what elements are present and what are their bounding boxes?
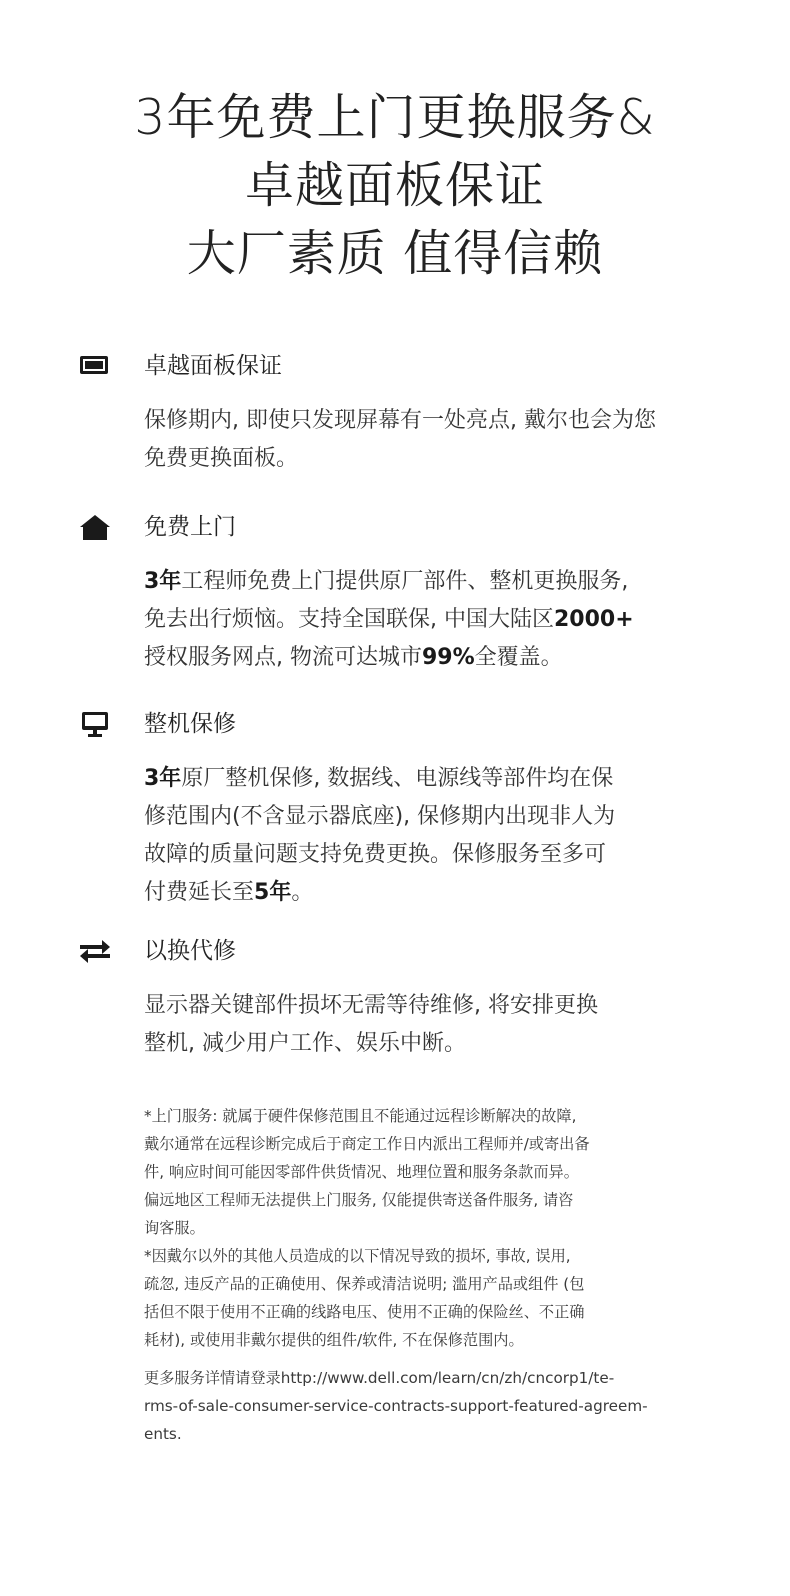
highlight-3-years: 3年 (144, 569, 182, 594)
feature-full-warranty (78, 706, 698, 912)
feature-line: 免费更换面板。 (144, 446, 299, 471)
feature-header (78, 348, 698, 384)
feature-line (144, 639, 698, 677)
feature-line (144, 563, 698, 601)
note-line: 件, 响应时间可能因零部件供货情况、地理位置和服务条款而异。 (144, 1163, 579, 1181)
feature-header (78, 706, 698, 742)
feature-replace-instead-of-repair (78, 933, 698, 1063)
feature-line-text: 。 (291, 880, 314, 905)
feature-title: 以换代修 (144, 938, 236, 964)
feature-line-text: 原厂整机保修, 数据线、电源线等部件均在保 (181, 766, 614, 791)
note-line: 偏远地区工程师无法提供上门服务, 仅能提供寄送备件服务, 请咨 (144, 1191, 574, 1209)
monitor-panel-icon (78, 352, 112, 380)
feature-panel-guarantee (78, 348, 698, 478)
feature-line-text: 付费延长至 (144, 880, 255, 905)
feature-description (144, 402, 698, 478)
note-line: 括但不限于使用不正确的线路电压、使用不正确的保险丝、不正确 (144, 1303, 585, 1321)
feature-line (144, 760, 698, 798)
hero-heading (0, 84, 790, 288)
highlight-2000-plus: 2000+ (554, 607, 634, 632)
feature-header (78, 933, 698, 969)
feature-line (144, 874, 698, 912)
feature-line-text: 授权服务网点, 物流可达城市 (144, 645, 422, 670)
feature-line: 修范围内(不含显示器底座), 保修期内出现非人为 (144, 804, 616, 829)
feature-header (78, 509, 698, 545)
feature-line-text: 免去出行烦恼。支持全国联保, 中国大陆区 (144, 607, 554, 632)
highlight-5-years: 5年 (254, 880, 292, 905)
feature-onsite-service (78, 509, 698, 677)
footnotes (144, 1102, 684, 1448)
exchange-arrows-icon (78, 937, 112, 965)
note-line: *因戴尔以外的其他人员造成的以下情况导致的损坏, 事故, 误用, (144, 1247, 571, 1265)
hero-title-line-1: 3年免费上门更换服务& (134, 89, 656, 146)
exclusions-note (144, 1242, 684, 1354)
feature-title: 整机保修 (144, 711, 236, 737)
feature-line-text: 全覆盖。 (474, 645, 563, 670)
highlight-3-years: 3年 (144, 766, 182, 791)
feature-description (144, 563, 698, 677)
note-line: rms-of-sale-consumer-service-contracts-support-featured-agreem- (144, 1397, 648, 1415)
feature-line: 故障的质量问题支持免费更换。保修服务至多可 (144, 842, 607, 867)
feature-title: 卓越面板保证 (144, 353, 282, 379)
note-line: 更多服务详情请登录http://www.dell.com/learn/cn/zh/cncorp1/te- (144, 1369, 615, 1387)
feature-line: 保修期内, 即使只发现屏幕有一处亮点, 戴尔也会为您 (144, 408, 656, 433)
feature-line: 整机, 减少用户工作、娱乐中断。 (144, 1031, 466, 1056)
feature-description (144, 987, 698, 1063)
feature-description (144, 760, 698, 912)
feature-line-text: 工程师免费上门提供原厂部件、整机更换服务, (181, 569, 629, 594)
note-line: 疏忽, 违反产品的正确使用、保养或清洁说明; 滥用产品或组件 (包 (144, 1275, 585, 1293)
hero-title-line-2: 卓越面板保证 (244, 157, 545, 214)
desktop-monitor-icon (78, 710, 112, 738)
more-info-note (144, 1364, 684, 1448)
home-icon (78, 513, 112, 541)
note-line: ents. (144, 1425, 182, 1443)
feature-title: 免费上门 (144, 514, 236, 540)
feature-line: 显示器关键部件损坏无需等待维修, 将安排更换 (144, 993, 598, 1018)
highlight-99-percent: 99% (422, 645, 475, 670)
note-line: 戴尔通常在远程诊断完成后于商定工作日内派出工程师并/或寄出备 (144, 1135, 590, 1153)
onsite-service-note (144, 1102, 684, 1242)
hero-title-line-3: 大厂素质 值得信赖 (186, 225, 604, 282)
note-line: *上门服务: 就属于硬件保修范围且不能通过远程诊断解决的故障, (144, 1107, 577, 1125)
note-line: 询客服。 (144, 1219, 205, 1237)
note-line: 耗材), 或使用非戴尔提供的组件/软件, 不在保修范围内。 (144, 1331, 524, 1349)
feature-line (144, 601, 698, 639)
